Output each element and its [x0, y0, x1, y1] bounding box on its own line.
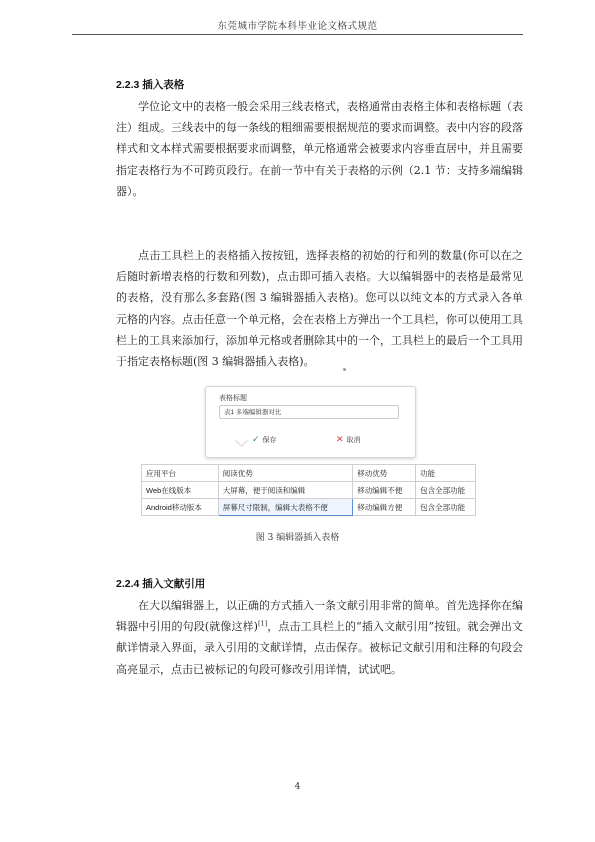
caption-input[interactable]: 表1 多端编辑器对比 — [219, 405, 399, 419]
table-cell[interactable]: Web在线版本 — [142, 482, 219, 499]
table-row — [142, 482, 476, 499]
selected-table-cell[interactable]: 屏幕尺寸限制，编辑大表格不便 — [218, 499, 353, 516]
citation-text-part-1: 在大以编辑器上，以正确的方式插入一条文献引用非常的简单。首先选择你在编辑器中引用的句段(就像这样) — [116, 599, 523, 634]
running-header: 东莞城市学院本科毕业论文格式规范 — [217, 21, 378, 32]
editor-table — [141, 464, 476, 516]
figure-caption: 图 3 编辑器插入表格 — [255, 533, 340, 543]
table-cell[interactable]: 包含全部功能 — [416, 482, 476, 499]
table-cell[interactable]: 包含全部功能 — [416, 499, 476, 516]
citation-text-part-2: ，点击工具栏上的“插入文献引用”按钮。就会弹出文献详情录入界面，录入引用的文献详情，点击保存。被标记文献引用和注释的句段会高亮显示，点击已被标记的句段可修改引用详情，试试吧。 — [116, 620, 523, 676]
paragraph-insert-table-steps: 点击工具栏上的表格插入按按钮，选择表格的初始的行和列的数量(你可以在之后随时新增表格的行数和列数)，点击即可插入表格。大以编辑器中的表格是最常见的表格，没有那么多套路(图 3 编辑器插入表格)。您可以以纯文本的方式录入各单元格的内容。点击任意一个单元格，会在表格上方弹出一个工具栏，你可以使用工具栏上的工具来添加行，添加单元格或者删除其中的一个，工具栏上的最后一个工具用于指定表格标题(图 3 编辑器插入表格)。 — [116, 249, 523, 369]
page-number: 4 — [294, 782, 301, 792]
cancel-button[interactable] — [336, 434, 361, 445]
table-row — [142, 499, 476, 516]
table-header-cell[interactable]: 功能 — [416, 465, 476, 482]
popup-caption-label: 表格标题 — [219, 395, 247, 402]
save-button[interactable] — [252, 434, 277, 445]
paragraph-tables-intro: 学位论文中的表格一般会采用三线表格式，表格通常由表格主体和表格标题（表注）组成。三线表中的每一条线的粗细需要根据规范的要求而调整。表中内容的段落样式和文本样式需要根据要求而调整，单元格通常会被要求内容垂直居中，并且需要指定表格行为不可跨页段行。在前一节中有关于表格的示例（2.1 节：支持多端编辑器）。 — [116, 100, 523, 198]
table-cell[interactable]: 移动编辑不便 — [353, 482, 416, 499]
header-rule — [72, 34, 523, 35]
table-cell[interactable]: Android移动版本 — [142, 499, 219, 516]
table-caption-popup — [205, 386, 416, 458]
figure-editor-insert-table — [141, 368, 476, 518]
section-heading-2-2-3: 2.2.3 插入表格 — [116, 79, 185, 91]
anchor-dot — [343, 368, 346, 371]
table-header-cell[interactable]: 阅读优势 — [218, 465, 353, 482]
table-header-cell[interactable]: 应用平台 — [142, 465, 219, 482]
table-cell[interactable]: 大屏幕，便于阅读和编辑 — [218, 482, 353, 499]
save-button-label: 保存 — [262, 436, 277, 444]
table-header-row — [142, 465, 476, 482]
citation-marker[interactable]: [1] — [257, 619, 268, 628]
table-header-cell[interactable]: 移动优势 — [353, 465, 416, 482]
paragraph-citation — [116, 595, 523, 680]
cancel-button-label: 取消 — [346, 436, 361, 444]
section-heading-2-2-4: 2.2.4 插入文献引用 — [116, 578, 206, 590]
check-icon: ✓ — [252, 434, 260, 444]
table-cell[interactable]: 移动编辑方便 — [353, 499, 416, 516]
close-icon: ✕ — [336, 434, 344, 444]
